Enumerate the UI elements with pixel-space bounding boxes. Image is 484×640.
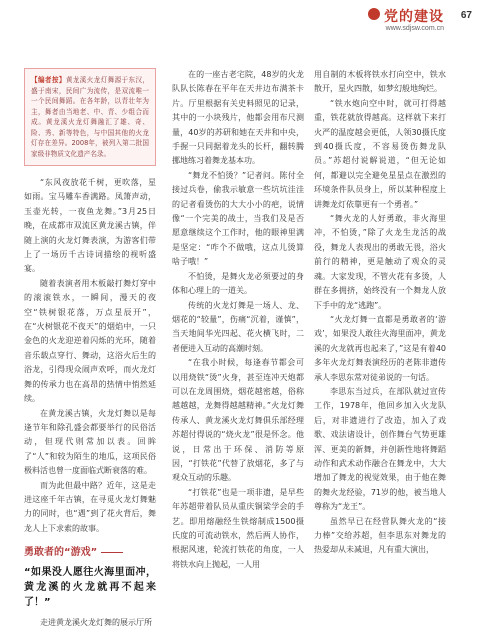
paragraph: 不怕烫，是舞火龙必须要过的身体和心理上的一道关。 bbox=[172, 271, 304, 296]
column-2 bbox=[172, 68, 304, 630]
paragraph: 而为此但最中路？近年，这是走进这座千年古镇，在寻觅火龙灯舞魅力的同时，也“遇”到了花火背后，舞龙人上下求索的故事。 bbox=[24, 480, 156, 533]
column-3 bbox=[314, 68, 446, 630]
section-heading bbox=[24, 546, 156, 560]
paragraph: “打铁花”也是一项非遗，是早些年苏超带着队员从重庆铜梁学会的手艺。即用熔融经生铁熔制成1500摄氏度的可流动铁水，然后两人协作，根据风速，轮流打铁花的角度，一人将铁水向上抛起，一人用 bbox=[172, 487, 304, 569]
page-number: 67 bbox=[460, 10, 472, 21]
section-heading-text: 勇敢者的“游戏” bbox=[24, 547, 98, 559]
paragraph: “舞火龙的人好勇敢，非火海里冲，不怕烫，”除了火龙生龙活的战役，舞龙人表现出的勇敢无畏，浴火前行的精神，更是触动了观众的灵魂。大家发现，不管火花有多烫，人群在多拥挤，始终没有一个舞龙人放下手中的龙“逃跑”。 bbox=[314, 214, 446, 310]
heading-rule bbox=[101, 552, 123, 553]
editor-note-text: 黄龙溪火龙灯舞源于东汉，盛于南宋，民间广为流传，是双流唯一一个民间舞蹈。在各年龄，以青壮年为主，舞者由当地老、中、青、少组合而成。黄龙溪火龙灯舞融汇了雄、奇、险、秀、新等特色，与中国其他的火龙灯存在差异。2008年，被列入第二批国家级非物质文化遗产名录。 bbox=[31, 76, 150, 158]
pull-quote: “如果没人愿往火海里面冲，黄龙溪的火龙就再不起来了！” bbox=[24, 566, 156, 608]
logo-emblem-icon bbox=[368, 8, 380, 20]
paragraph: “东风夜放花千树，更吹落，星如雨。宝马雕车香满路。凤箫声动，玉壶光转，一夜鱼龙舞。”3月25日晚，在成都市双流区黄龙溪古镇，伴随上演的火龙灯舞表演，为游客们带上了一场历千古诗词描绘的视听盛宴。 bbox=[24, 178, 156, 274]
paragraph: 虽然早已在经营队舞火龙的“接力棒”交给苏超，但李思东对舞龙的热爱却从未减退，凡有重大演出， bbox=[314, 516, 446, 555]
page-header bbox=[302, 4, 472, 38]
paragraph: “在我小时候，每逢春节都会可以用烧铁“烫”火身，甚至连冲天炮都可以在龙周围烧，烟花越密越，俗称越越越，龙舞得越越精神。”火龙灯舞传承人、黄龙溪火龙灯舞俱乐部经理苏超付得说的“烧火龙”很是怀念。他说，日常出于环保、消防等原因，“打铁花”代替了放烟花，多了与观众互动的乐趣。 bbox=[172, 358, 304, 483]
paragraph: 李思东当过兵，在部队就过宣传工作，1978年，他回乡加入火龙队后，对非遗进行了改造，加入了戏歌、戏法诸设计，创作舞台气势更雄浑、更美的新舞，并创新性地将舞蹈动作和武术动作融合在舞龙中，大大增加了舞龙的视觉效果，由于他在舞的舞火龙经验，71岁的他，被当地人尊称为“龙王”。 bbox=[314, 386, 446, 512]
paragraph: 用自制的木板将铁水打向空中，铁水散开，星火四散，如梦幻般地绚烂。 bbox=[314, 70, 446, 94]
paragraph: 在的一座古老宅院，48岁的火龙队队长陈春在平年在天井边布满茶卡片。厅里根据有关史料照见的记录，其中的一小块残片，他都会用布尺测量，40岁的苏研和她在天井和中央，手握一只同据着龙头的长杆，翻转腾挪地练习着舞龙基本功。 bbox=[172, 70, 304, 166]
paragraph: “舞龙不怕烫？”记者问。陈付全接过兵卷，偷我示敏意一些坑坑洼洼的记者看烫伤的大大小小的疤，说情像“一个完美的战士，当我们及是否愿意继续这个工作时，他的眼神里满是坚定：“咋个不做哦，这点儿烫算啥子哦！” bbox=[172, 170, 304, 267]
paragraph: 传统的火龙灯舞是一场人、龙、烟花的“较量”，伤痛“沉着，谨慎”，当天地间华光四起、花火横飞时，二者便进入互动的高潮时刻。 bbox=[172, 300, 304, 353]
paragraph: 走进黄龙溪火龙灯舞的展示厅所 bbox=[40, 617, 152, 627]
paragraph: “火龙灯舞一直都是勇敢者的‘游戏’，如果没人敢往火海里面冲，黄龙溪的火龙就再也起来了，”这是有着40多年火龙灯舞表演经历的老陈非遗传承人李思东常对徒弟说的一句话。 bbox=[314, 314, 446, 382]
site-url: www.sdjsw.com.cn bbox=[385, 25, 444, 32]
paragraph: 随着表演者用木板敲打舞灯穿中的滚滚铁水，一瞬间，漫天的夜空“铁树银花落，万点星辰开”，在“火树银花不夜天”的烟焰中，一只金色的火龙迎逆着闪烁的光环，随着音乐载点穿行、舞动，这浴火后生的浴龙，引得现众闹声欢呼，而火龙灯舞的传承力也在高昂的热情中悄然延续。 bbox=[24, 278, 156, 404]
paragraph: 在黄龙溪古镇，火龙灯舞以是每逢节年和除孔盛会都要举行的民俗活动，但现代则常加以表。回眸了“人”和较为陌生的地瓜，这项民俗极料活也曾一度面临式断衰落的难。 bbox=[24, 408, 156, 476]
magazine-logo: 党的建设 bbox=[384, 9, 444, 25]
paragraph: “铁水炮向空中时，就可打得越重，铁花就放得越高。这样就下来打火严的温度越会更低，人领30摄氏度到40摄氏度，不容易烫伤舞龙队员。”苏超付说解说道，“但无论如何，都避以完全避免星星点在激烈的环境条件队员身上，所以某种程度上讲舞龙灯依靠更有一个勇者。” bbox=[314, 98, 446, 209]
editor-note bbox=[24, 68, 156, 166]
editor-note-tag: 【编者按】 bbox=[31, 76, 66, 84]
column-1 bbox=[24, 68, 156, 630]
